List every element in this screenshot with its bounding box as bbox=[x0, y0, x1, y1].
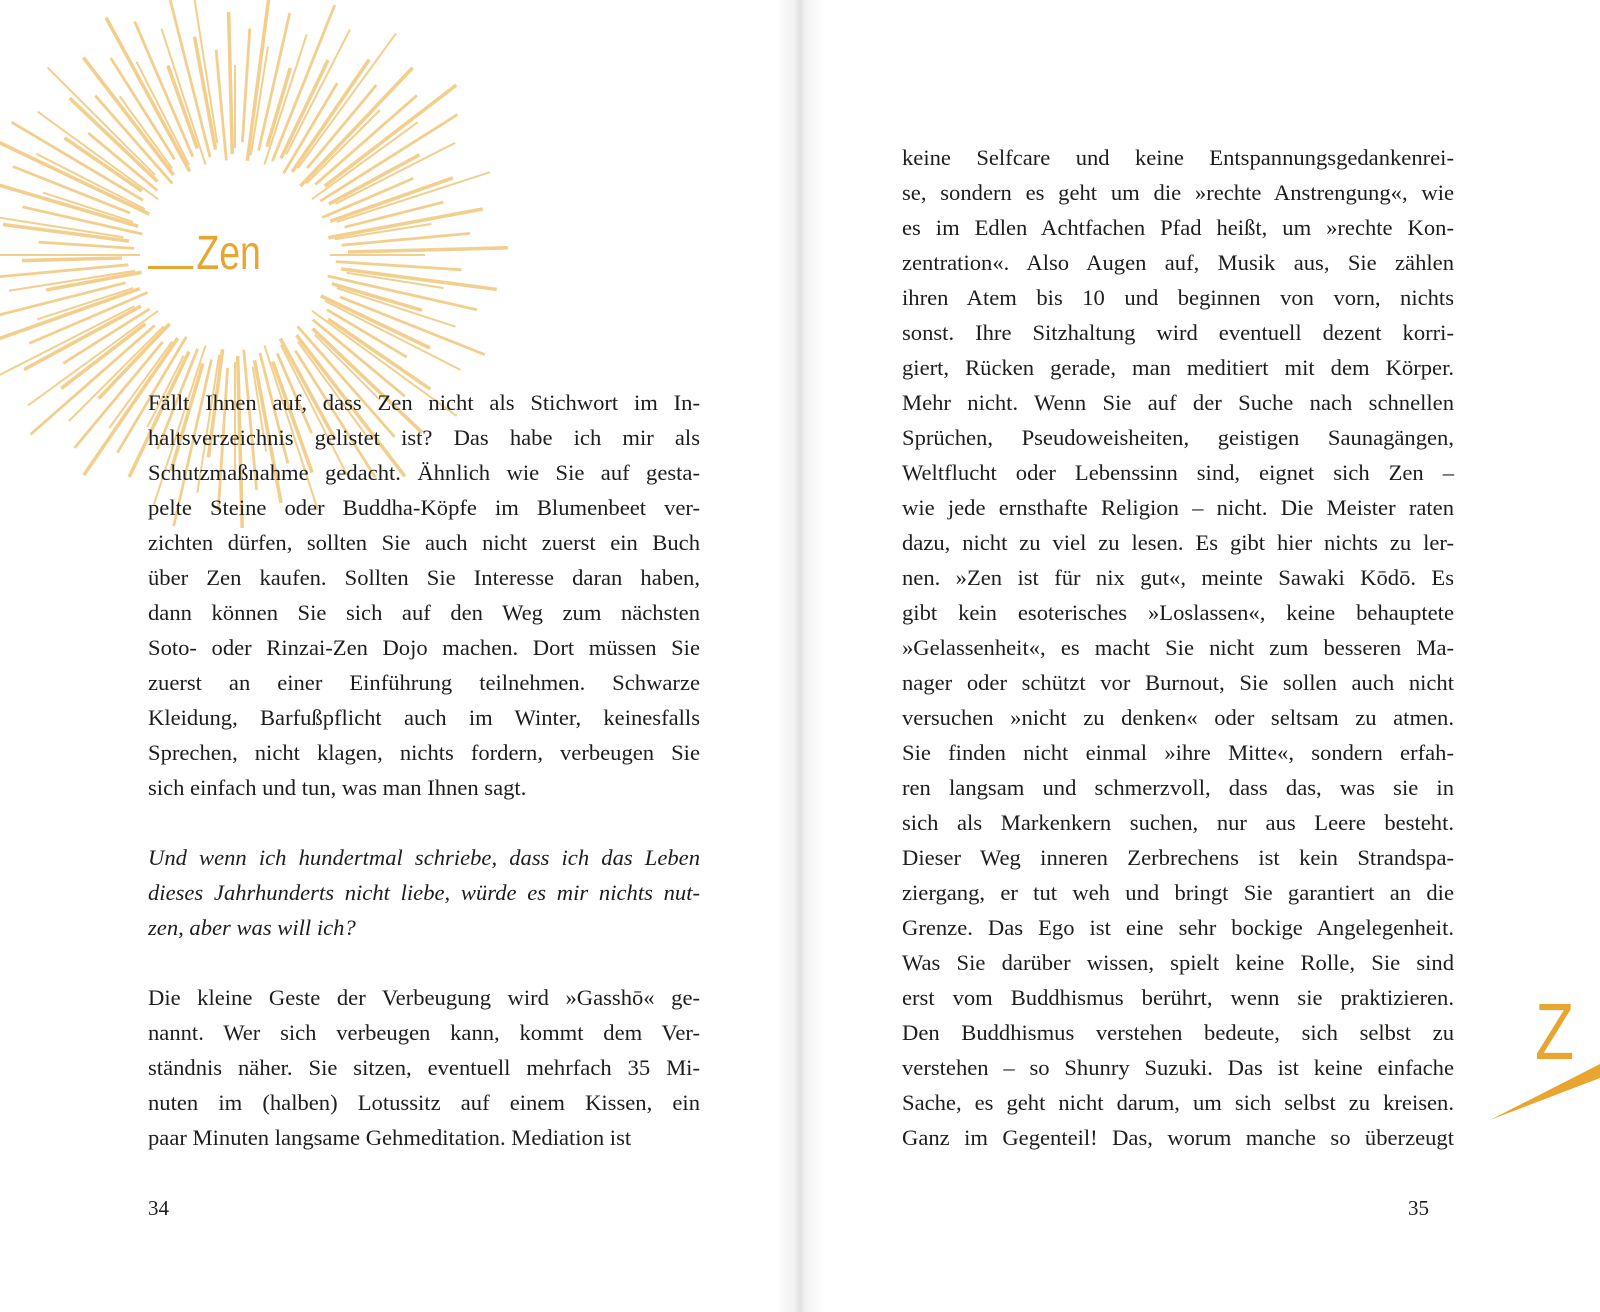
text-line: Sprüchen, Pseudoweisheiten, geistigen Saunagängen, bbox=[902, 425, 1454, 450]
text-line: zen, aber was will ich? bbox=[148, 915, 356, 940]
text-line: Weltflucht oder Lebenssinn sind, eignet sich Zen – bbox=[902, 460, 1454, 485]
text-line: Grenze. Das Ego ist eine sehr bockige Angelegenheit. bbox=[902, 915, 1454, 940]
sunburst-ray bbox=[267, 68, 290, 147]
right-paragraph bbox=[902, 140, 1454, 1155]
text-line: Ganz im Gegenteil! Das, worum manche so überzeugt bbox=[902, 1125, 1454, 1150]
sunburst-ray bbox=[195, 0, 218, 143]
text-line: Fällt Ihnen auf, dass Zen nicht als Stichwort im In- bbox=[148, 390, 700, 415]
text-line: Schutzmaßnahme gedacht. Ähnlich wie Sie auf gesta- bbox=[148, 460, 700, 485]
left-paragraph-1 bbox=[148, 385, 700, 805]
text-line: Und wenn ich hundertmal schriebe, dass ich das Leben bbox=[148, 845, 700, 870]
text-line: sonst. Ihre Sitzhaltung wird eventuell dezent korri- bbox=[902, 320, 1454, 345]
page-number-left: 34 bbox=[148, 1196, 169, 1220]
text-line: Sache, es geht nicht darum, um sich selbst zu kreisen. bbox=[902, 1090, 1454, 1115]
text-line: ren langsam und schmerzvoll, dass das, was sie in bbox=[902, 775, 1454, 800]
text-line: Den Buddhismus verstehen bedeute, sich selbst zu bbox=[902, 1020, 1454, 1045]
sunburst-ray bbox=[216, 50, 226, 160]
text-line: Sie finden nicht einmal »ihre Mitte«, sondern erfah- bbox=[902, 740, 1454, 765]
page-number-right: 35 bbox=[1408, 1196, 1429, 1220]
text-line: keine Selfcare und keine Entspannungsgedankenrei- bbox=[902, 145, 1454, 170]
left-paragraph-2 bbox=[148, 980, 700, 1155]
left-quote bbox=[148, 840, 700, 945]
margin-letter-z: Z bbox=[1535, 987, 1575, 1076]
text-line: Kleidung, Barfußpflicht auch im Winter, keinesfalls bbox=[148, 705, 700, 730]
sunburst-ray bbox=[22, 258, 122, 261]
sunburst-ray bbox=[242, 29, 249, 143]
text-line: wie jede ernsthafte Religion – nicht. Die Meister raten bbox=[902, 495, 1454, 520]
text-line: dann können Sie sich auf den Weg zum nächsten bbox=[148, 600, 700, 625]
text-line: giert, Rücken gerade, man meditiert mit dem Körper. bbox=[902, 355, 1454, 380]
sunburst-ray bbox=[31, 326, 155, 435]
sunburst-ray bbox=[341, 269, 497, 290]
text-line: nuten im (halben) Lotussitz auf einem Kissen, ein bbox=[148, 1090, 700, 1115]
text-line: Dieser Weg inneren Zerbrechens ist kein Strandspa- bbox=[902, 845, 1454, 870]
sunburst-ray bbox=[337, 288, 456, 327]
text-line: Sprechen, nicht klagen, nichts fordern, verbeugen Sie bbox=[148, 740, 700, 765]
text-line: Soto- oder Rinzai-Zen Dojo machen. Dort müssen Sie bbox=[148, 635, 700, 660]
text-line: verstehen – so Shunry Suzuki. Das ist keine einfache bbox=[902, 1055, 1454, 1080]
sunburst-ray bbox=[336, 262, 462, 270]
text-line: über Zen kaufen. Sollten Sie Interesse daran haben, bbox=[148, 565, 700, 590]
sunburst-ray bbox=[348, 248, 508, 252]
sunburst-ray bbox=[38, 242, 134, 248]
sunburst-ray bbox=[229, 12, 233, 154]
text-line: erst vom Buddhismus berührt, wenn sie praktizieren. bbox=[902, 985, 1454, 1010]
text-line: Mehr nicht. Wenn Sie auf der Suche nach schnellen bbox=[902, 390, 1454, 415]
sunburst-ray bbox=[312, 122, 418, 199]
title-rule bbox=[148, 265, 193, 269]
text-line: es im Edlen Achtfachen Pfad heißt, um »rechte Kon- bbox=[902, 215, 1454, 240]
text-line: dieses Jahrhunderts nicht liebe, würde es mir nichts nut- bbox=[148, 880, 700, 905]
text-line: haltsverzeichnis gelistet ist? Das habe ich mir als bbox=[148, 425, 700, 450]
margin-ray-decoration bbox=[1490, 1060, 1600, 1130]
text-line: sich als Markenkern suchen, nur aus Leere besteht. bbox=[902, 810, 1454, 835]
text-line: Was Sie darüber wissen, spielt keine Rolle, Sie sind bbox=[902, 950, 1454, 975]
sunburst-ray bbox=[247, 0, 269, 161]
right-page bbox=[800, 0, 1600, 1312]
text-line: ständnis näher. Sie sitzen, eventuell mehrfach 35 Mi- bbox=[148, 1055, 700, 1080]
text-line: pelte Steine oder Buddha-Köpfe im Blumenbeet ver- bbox=[148, 495, 700, 520]
text-line: gibt kein esoterisches »Loslassen«, keine behauptete bbox=[902, 600, 1454, 625]
text-line: ziergang, er tut weh und bringt Sie garantiert an die bbox=[902, 880, 1454, 905]
text-line: sich einfach und tun, was man Ihnen sagt. bbox=[148, 775, 527, 800]
chapter-title bbox=[148, 226, 261, 281]
text-line: paar Minuten langsame Gehmeditation. Mediation ist bbox=[148, 1125, 632, 1150]
text-line: se, sondern es geht um die »rechte Anstrengung«, wie bbox=[902, 180, 1454, 205]
text-line: nannt. Wer sich verbeugen kann, kommt dem Ver- bbox=[148, 1020, 700, 1045]
sunburst-ray bbox=[46, 272, 141, 290]
text-line: zichten dürfen, sollten Sie auch nicht zuerst ein Buch bbox=[148, 530, 700, 555]
text-line: »Gelassenheit«, es macht Sie nicht zum besseren Ma- bbox=[902, 635, 1454, 660]
text-line: nager oder schützt vor Burnout, Sie sollen auch nicht bbox=[902, 670, 1454, 695]
text-line: zentration«. Also Augen auf, Musik aus, Sie zählen bbox=[902, 250, 1454, 275]
text-line: nen. »Zen ist für nix gut«, meinte Sawaki Kōdō. Es bbox=[902, 565, 1454, 590]
text-line: Die kleine Geste der Verbeugung wird »Gasshō« ge- bbox=[148, 985, 700, 1010]
text-line: dazu, nicht zu viel zu lesen. Es gibt hier nichts zu ler- bbox=[902, 530, 1454, 555]
text-line: zuerst an einer Einführung teilnehmen. Schwarze bbox=[148, 670, 700, 695]
text-line: versuchen »nicht zu denken« oder seltsam zu atmen. bbox=[902, 705, 1454, 730]
chapter-title-text: Zen bbox=[196, 227, 261, 280]
text-line: ihren Atem bis 10 und beginnen von vorn, nichts bbox=[902, 285, 1454, 310]
